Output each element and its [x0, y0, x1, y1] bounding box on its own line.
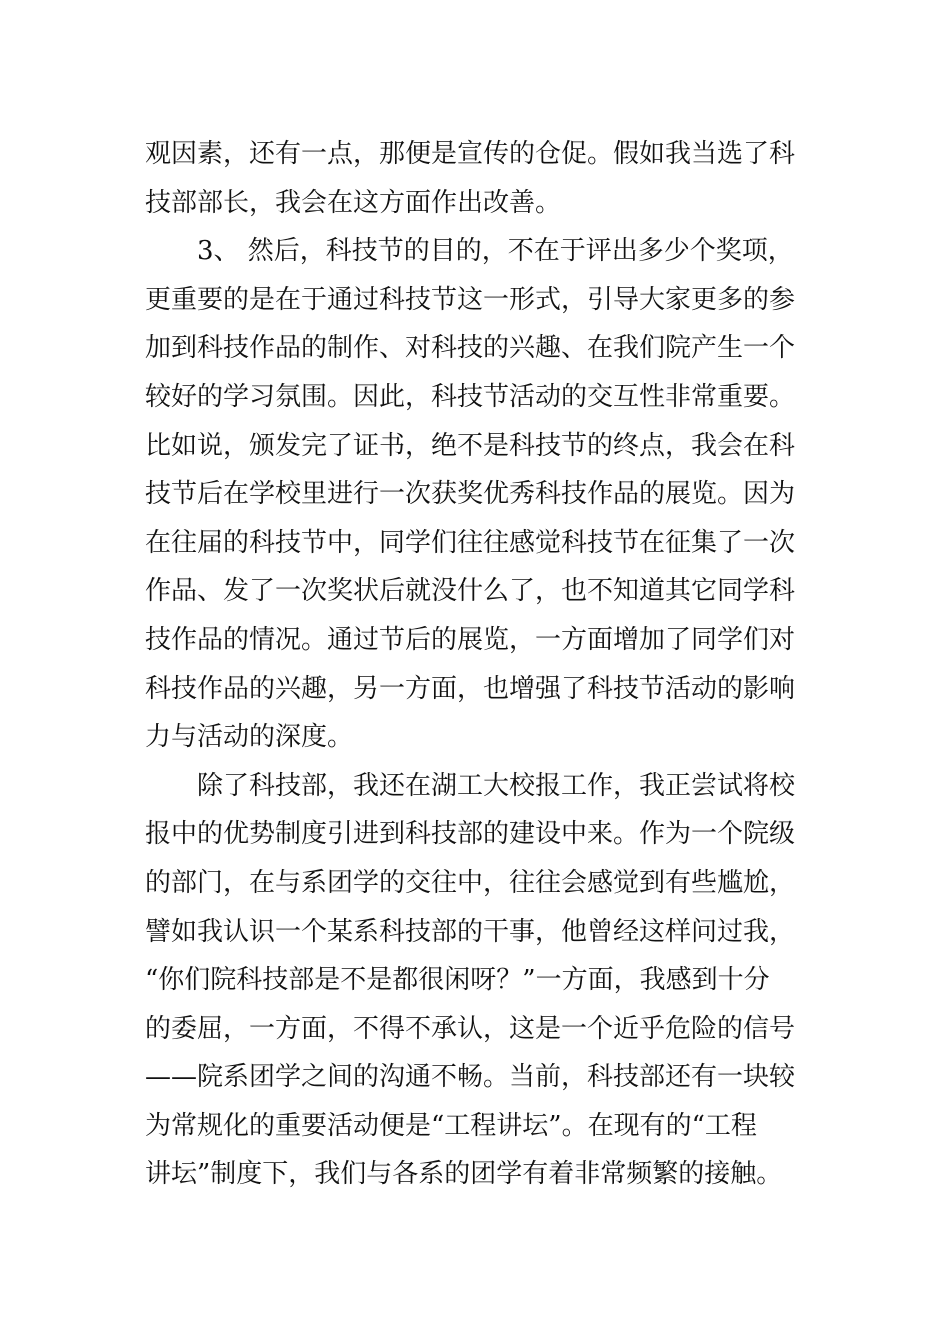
text-line: 技作品的情况。通过节后的展览，一方面增加了同学们对: [145, 624, 796, 655]
text-line: 加到科技作品的制作、对科技的兴趣、在我们院产生一个: [145, 333, 796, 364]
text-line: 科技作品的兴趣，另一方面，也增强了科技节活动的影响: [145, 673, 796, 704]
text-line: 为常规化的重要活动便是“工程讲坛”。在现有的“工程: [145, 1110, 757, 1141]
text-line: 作品、发了一次奖状后就没什么了，也不知道其它同学科: [145, 576, 796, 607]
text-line: ——院系团学之间的沟通不畅。当前，科技部还有一块较: [145, 1062, 796, 1093]
text-line: 讲坛”制度下，我们与各系的团学有着非常频繁的接触。: [145, 1159, 783, 1190]
text-line: 观因素，还有一点，那便是宣传的仓促。假如我当选了科: [145, 139, 796, 169]
text-line: 较好的学习氛围。因此，科技节活动的交互性非常重要。: [145, 381, 796, 412]
text-line: 力与活动的深度。: [145, 722, 354, 753]
body-text: [145, 130, 815, 1199]
text-line: 譬如我认识一个某系科技部的干事，他曾经这样问过我，: [145, 916, 796, 947]
text-line: 比如说，颁发完了证书，绝不是科技节的终点，我会在科: [145, 430, 796, 461]
text-line: 的委屈，一方面，不得不承认，这是一个近乎危险的信号: [145, 1013, 796, 1044]
text-line: 更重要的是在于通过科技节这一形式，引导大家更多的参: [145, 284, 796, 315]
paragraph-start-line: 除了科技部，我还在湖工大校报工作，我正尝试将校: [197, 770, 796, 801]
text-line: 报中的优势制度引进到科技部的建设中来。作为一个院级: [145, 819, 796, 850]
text-line: “你们院科技部是不是都很闲呀？”一方面，我感到十分: [145, 965, 770, 996]
paragraph-start-line: 3、 然后，科技节的目的，不在于评出多少个奖项，: [197, 236, 794, 267]
text-line: 技节后在学校里进行一次获奖优秀科技作品的展览。因为: [145, 479, 796, 510]
text-line: 的部门，在与系团学的交往中，往往会感觉到有些尴尬，: [145, 867, 796, 898]
text-line: 技部部长，我会在这方面作出改善。: [145, 187, 562, 218]
text-line: 在往届的科技节中，同学们往往感觉科技节在征集了一次: [145, 527, 796, 558]
